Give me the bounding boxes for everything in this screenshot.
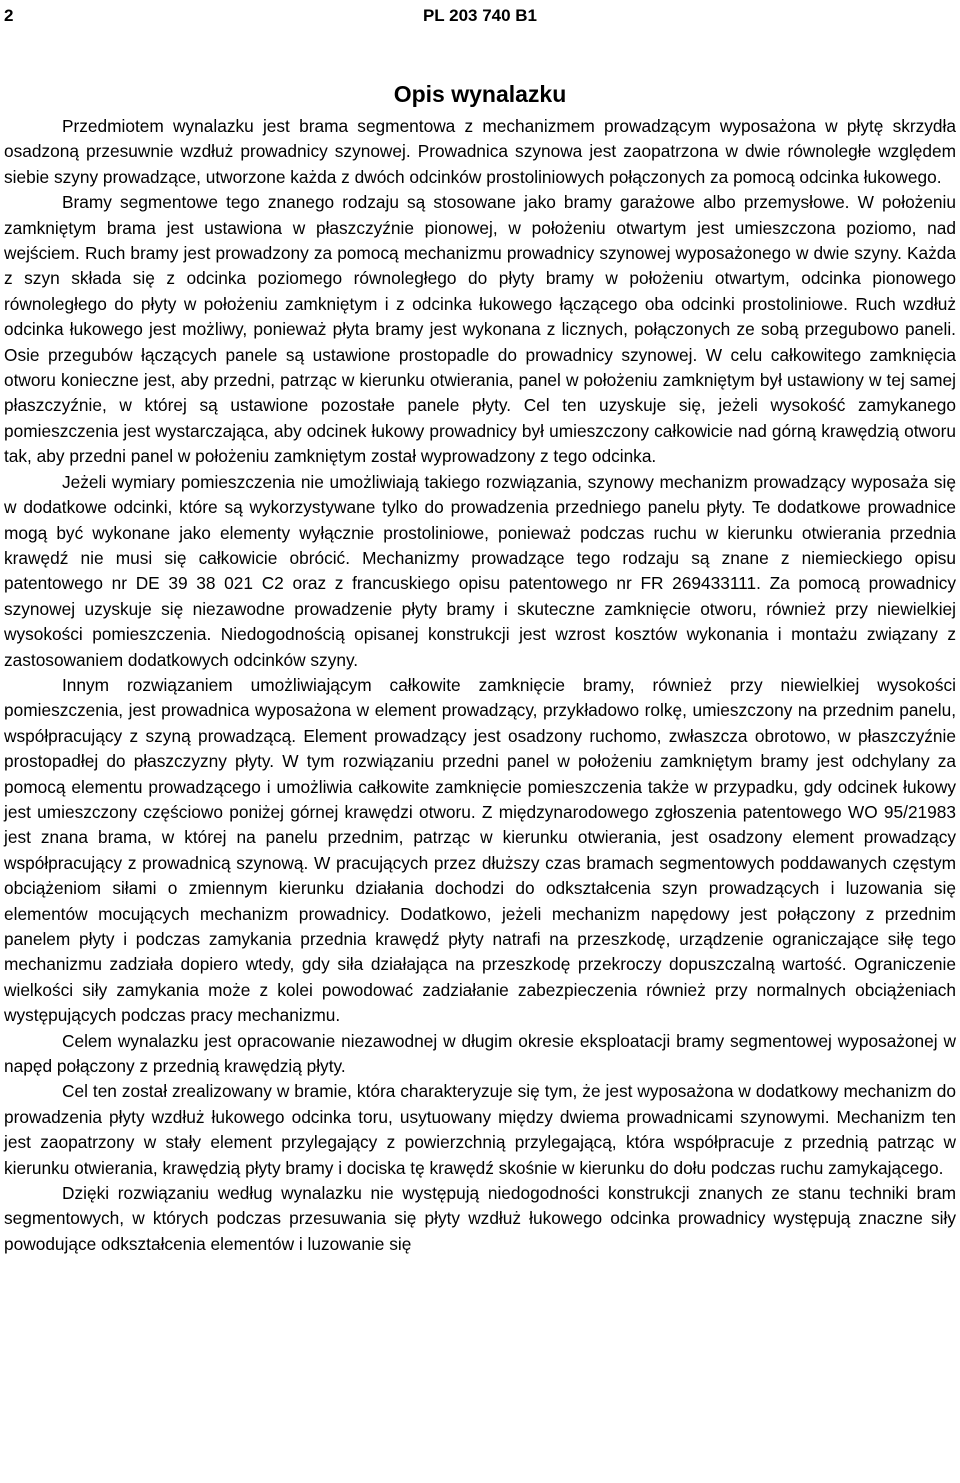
- document-id: PL 203 740 B1: [422, 6, 538, 25]
- paragraph: Innym rozwiązaniem umożliwiającym całkowite zamknięcie bramy, również przy niewielkiej wysokości pomieszczenia, jest prowadnica wyposażona w element prowadzący, przykładowo rolkę, umieszczony na przednim panelu, współpracujący z szyną prowadzącą. Element prowadzący jest osadzony ruchomo, zwłaszcza obrotowo, w płaszczyźnie prostopadłej do płaszczyzny płyty. W tym rozwiązaniu przedni panel w położeniu zamkniętym bramy jest odchylany za pomocą elementu prowadzącego i umożliwia całkowite zamknięcie pomieszczenia także w przypadku, gdy odcinek łukowy jest umieszczony częściowo poniżej górnej krawędzi otworu. Z międzynarodowego zgłoszenia patentowego WO 95/21983 jest znana brama, w której na panelu przednim, patrząc w kierunku otwierania, jest osadzony element prowadzący współpracujący z prowadnicą szynową. W pracujących przez dłuższy czas bramach segmentowych poddawanych częstym obciążeniom siłami o zmiennym kierunku działania dochodzi do odkształcenia szyn prowadzących i luzowania się elementów mocujących mechanizm prowadnicy. Dodatkowo, jeżeli mechanizm napędowy jest połączony z przednim panelem płyty i podczas zamykania przednia krawędź płyty natrafi na przeszkodę, urządzenie ograniczające siłę tego mechanizmu zadziała dopiero wtedy, gdy siła działająca na przeszkodę przekroczy dopuszczalną wartość. Ograniczenie wielkości siły zamykania może z kolei powodować zadziałanie zabezpieczenia również przy normalnych obciążeniach występujących podczas pracy mechanizmu.: [4, 674, 956, 1026]
- paragraph: Celem wynalazku jest opracowanie niezawodnej w długim okresie eksploatacji bramy segmentowej wyposażonej w napęd połączony z przednią krawędzią płyty.: [4, 1030, 956, 1077]
- document-body: [4, 114, 956, 1257]
- paragraph: Dzięki rozwiązaniu według wynalazku nie występują niedogodności konstrukcji znanych ze stanu techniki bram segmentowych, w których podczas przesuwania się płyty wzdłuż łukowego odcinka prowadnicy występują znaczne siły powodujące odkształcenia elementów i luzowanie się: [4, 1183, 956, 1254]
- section-title: Opis wynalazku: [393, 81, 567, 108]
- paragraph: Jeżeli wymiary pomieszczenia nie umożliwiają takiego rozwiązania, szynowy mechanizm prowadzący wyposaża się w dodatkowe odcinki, które są wykorzystywane tylko do prowadzenia przedniego panelu płyty. Te dodatkowe prowadnice mogą być wykonane jako elementy wyłącznie prostoliniowe, ponieważ podczas ruchu w kierunku otwierania przednia krawędź nie musi się całkowicie obrócić. Mechanizmy prowadzące tego rodzaju są znane z niemieckiego opisu patentowego nr DE 39 38 021 C2 oraz z francuskiego opisu patentowego nr FR 269433111. Za pomocą prowadnicy szynowej uzyskuje się niezawodne prowadzenie płyty bramy i skuteczne zamknięcie otworu, również przy niewielkiej wysokości pomieszczenia. Niedogodnością opisanej konstrukcji jest wzrost kosztów wykonania i montażu związany z zastosowaniem dodatkowych odcinków szyny.: [4, 471, 956, 670]
- page-number: 2: [4, 6, 14, 25]
- paragraph: Bramy segmentowe tego znanego rodzaju są stosowane jako bramy garażowe albo przemysłowe. W położeniu zamkniętym brama jest ustawiona w płaszczyźnie pionowej, w położeniu otwartym jest umieszczona poziomo, nad wejściem. Ruch bramy jest prowadzony za pomocą mechanizmu prowadnicy szynowej wyposażonego w dwie szyny. Każda z szyn składa się z odcinka poziomego równoległego do płyty bramy w położeniu otwartym, odcinka pionowego równoległego do płyty w położeniu zamkniętym i z odcinka łukowego łączącego oba odcinki prostoliniowe. Ruch wzdłuż odcinka łukowego jest możliwy, ponieważ płyta bramy jest wykonana z licznych, połączonych ze sobą przegubowo paneli. Osie przegubów łączących panele są ustawione prostopadle do prowadnicy szynowej. W celu całkowitego zamknięcia otworu konieczne jest, aby przedni, patrząc w kierunku otwierania, panel w położeniu zamkniętym był ustawiony w tej samej płaszczyźnie, w której są ustawione pozostałe panele płyty. Cel ten uzyskuje się, jeżeli wysokość zamykanego pomieszczenia jest wystarczająca, aby odcinek łukowy prowadnicy był umieszczony całkowicie nad górną krawędzią otworu tak, aby przedni panel w położeniu zamkniętym został wyprowadzony z tego odcinka.: [4, 192, 956, 467]
- paragraph: Przedmiotem wynalazku jest brama segmentowa z mechanizmem prowadzącym wyposażona w płytę skrzydła osadzoną przesuwnie wzdłuż prowadnicy szynowej. Prowadnica szynowa jest zaopatrzona w dwie równoległe względem siebie szyny prowadzące, utworzone każda z dwóch odcinków prostoliniowych połączonych za pomocą odcinka łukowego.: [4, 116, 956, 187]
- page-header: [4, 6, 956, 26]
- paragraph: Cel ten został zrealizowany w bramie, która charakteryzuje się tym, że jest wyposażona w dodatkowy mechanizm do prowadzenia płyty wzdłuż łukowego odcinka toru, usytuowany między dwiema prowadnicami szynowymi. Mechanizm ten jest zaopatrzony w stały element przylegający z powierzchnią przylegającą, która współpracuje z przednią patrząc w kierunku otwierania, krawędzią płyty bramy i dociska tę krawędź skośnie w kierunku do dołu podczas ruchu zamykającego.: [4, 1081, 956, 1178]
